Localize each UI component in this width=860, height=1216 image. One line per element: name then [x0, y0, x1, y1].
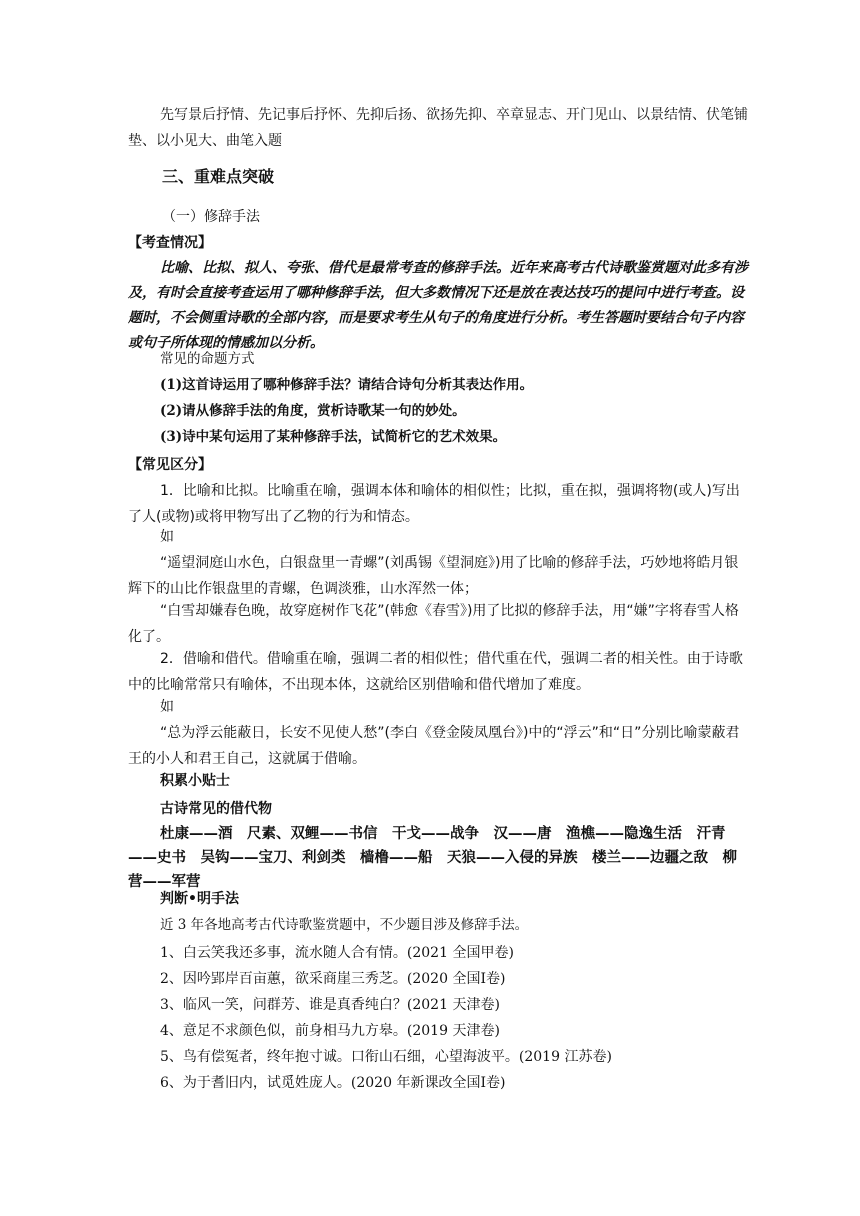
section-heading: 三、重难点突破: [162, 167, 275, 186]
judge-item: 6、为于耆旧内，试觅姓庞人。(2020 年新课改全国Ⅰ卷): [160, 1075, 506, 1091]
judge-item: 5、鸟有偿冤者，终年抱寸诚。口衔山石细，心望海波平。(2019 江苏卷): [160, 1049, 612, 1065]
example-marker: 如: [160, 699, 174, 715]
distinctions-label: 【常见区分】: [128, 457, 212, 473]
example-paragraph: “遥望洞庭山水色，白银盘里一青螺”(刘禹锡《望洞庭》)用了比喻的修辞手法，巧妙地将皓月银辉下的山比作银盘里的青螺，色调淡雅，山水浑然一体；: [128, 555, 739, 597]
judge-intro: 近 3 年各地高考古代诗歌鉴赏题中，不少题目涉及修辞手法。: [160, 917, 529, 933]
intro-paragraph: 先写景后抒情、先记事后抒怀、先抑后扬、欲扬先抑、卒章显志、开门见山、以景结情、伏笔铺垫、以小见大、曲笔入题: [128, 107, 748, 149]
tips-list: 杜康——酒 尺素、双鲤——书信 干戈——战争 汉——唐 渔樵——隐逸生活 汗青——史书 吴钩——宝刀、利剑类 樯橹——船 天狼——入侵的异族 楼兰——边疆之敌 柳营——军营: [128, 826, 737, 890]
subsection-heading: （一）修辞手法: [162, 209, 260, 225]
judge-item: 2、因吟郢岸百亩蕙，欲采商崖三秀芝。(2020 全国Ⅰ卷): [160, 971, 506, 987]
judge-title: 判断•明手法: [160, 891, 239, 907]
question-form-item: (3)诗中某句运用了某种修辞手法，试简析它的艺术效果。: [160, 429, 507, 445]
question-forms-title: 常见的命题方式: [160, 351, 255, 367]
tips-subtitle: 古诗常见的借代物: [160, 801, 272, 817]
exam-situation-text: 比喻、比拟、拟人、夸张、借代是最常考查的修辞手法。近年来高考古代诗歌鉴赏题对此多有涉及，有时会直接考查运用了哪种修辞手法，但大多数情况下还是放在表达技巧的提问中进行考查。设题时，不会侧重诗歌的全部内容，而是要求考生从句子的角度进行分析。考生答题时要结合句子内容或句子所体现的情感加以分析。: [128, 260, 748, 351]
judge-item: 1、白云笑我还多事，流水随人合有情。(2021 全国甲卷): [160, 945, 514, 961]
exam-situation-label: 【考查情况】: [128, 235, 212, 251]
distinction-paragraph-1: 1．比喻和比拟。比喻重在喻，强调本体和喻体的相似性；比拟，重在拟，强调将物(或人)写出了人(或物)或将甲物写出了乙物的行为和情态。: [128, 483, 740, 525]
example-paragraph: “总为浮云能蔽日，长安不见使人愁”(李白《登金陵凤凰台》)中的“浮云”和“日”分别比喻蒙蔽君王的小人和君王自己，这就属于借喻。: [128, 725, 740, 767]
question-form-item: (1)这首诗运用了哪种修辞手法？请结合诗句分析其表达作用。: [160, 377, 534, 393]
distinction-paragraph-2: 2．借喻和借代。借喻重在喻，强调二者的相似性；借代重在代，强调二者的相关性。由于诗歌中的比喻常常只有喻体，不出现本体，这就给区别借喻和借代增加了难度。: [128, 651, 743, 693]
judge-item: 3、临风一笑，问群芳、谁是真香纯白？(2021 天津卷): [160, 997, 500, 1013]
judge-item: 4、意足不求颜色似，前身相马九方皋。(2019 天津卷): [160, 1023, 500, 1039]
question-form-item: (2)请从修辞手法的角度，赏析诗歌某一句的妙处。: [160, 403, 466, 419]
example-marker: 如: [160, 529, 174, 545]
example-paragraph: “白雪却嫌春色晚，故穿庭树作飞花”(韩愈《春雪》)用了比拟的修辞手法，用“嫌”字将春雪人格化了。: [128, 603, 739, 645]
tips-title: 积累小贴士: [160, 773, 230, 789]
